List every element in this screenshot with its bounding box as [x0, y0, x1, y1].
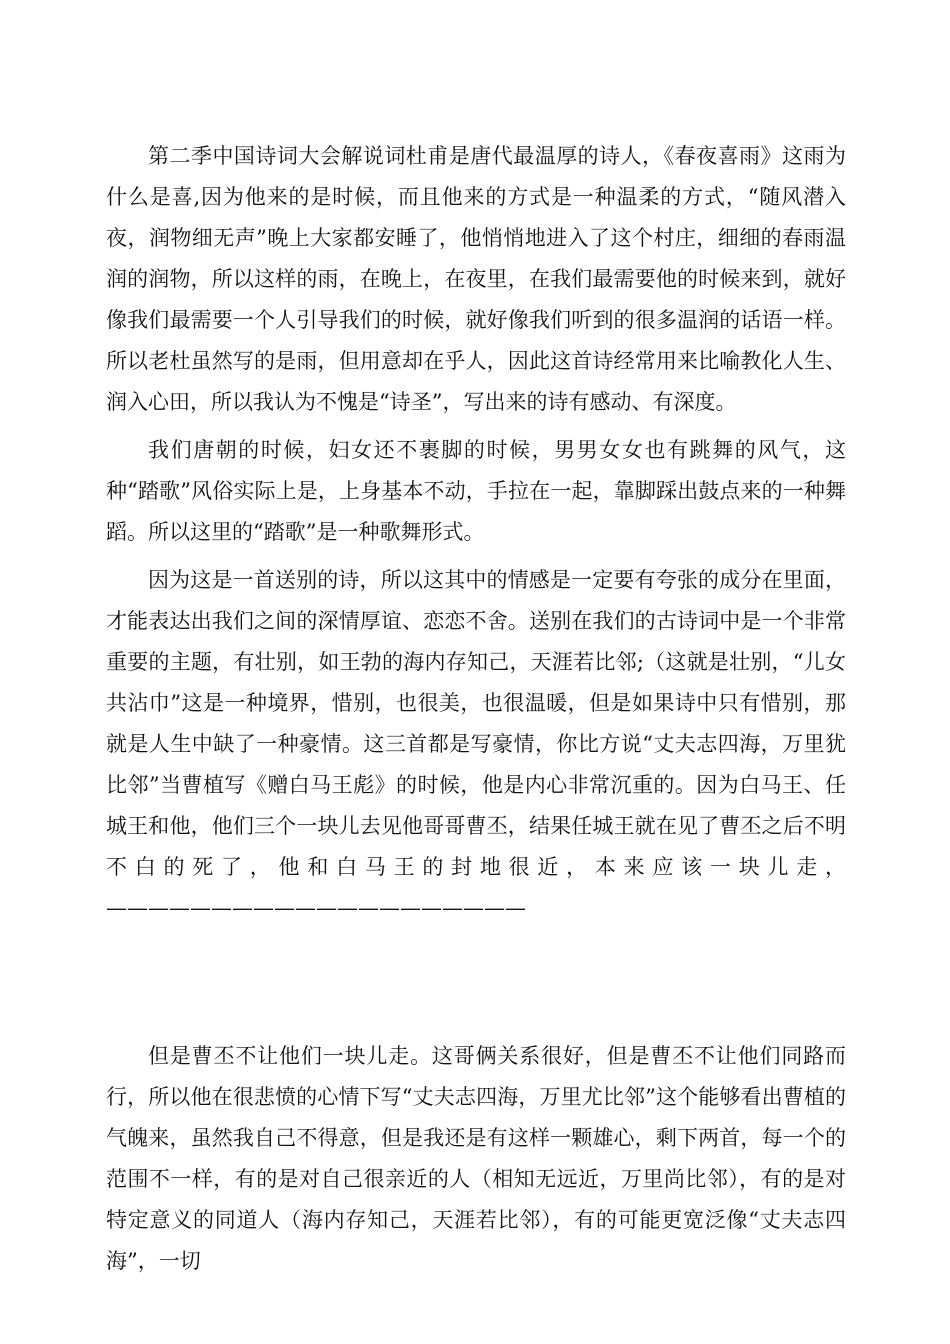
- paragraph-poetry-commentary: 第二季中国诗词大会解说词杜甫是唐代最温厚的诗人，《春夜喜雨》这雨为什么是喜,因为他来的是时候，而且他来的方式是一种温柔的方式，“随风潜入夜，润物细无声”晚上大家都安睡了，他悄悄地进入了这个村庄，细细的春雨温润的润物，所以这样的雨，在晚上，在夜里，在我们最需要他的时候来到，就好像我们最需要一个人引导我们的时候，就好像我们听到的很多温润的话语一样。所以老杜虽然写的是雨，但用意却在乎人，因此这首诗经常用来比喻教化人生、润入心田，所以我认为不愧是“诗圣”，写出来的诗有感动、有深度。: [106, 144, 846, 414]
- text-section-top: [106, 136, 846, 936]
- paragraph-farewell-poems: 因为这是一首送别的诗，所以这其中的情感是一定要有夸张的成分在里面，才能表达出我们之间的深情厚谊、恋恋不舍。送别在我们的古诗词中是一个非常重要的主题，有壮别，如王勃的海内存知己，天涯若比邻;（这就是壮别，“儿女共沾巾”这是一种境界，惜别，也很美，也很温暖，但是如果诗中只有惜别，那就是人生中缺了一种豪情。这三首都是写豪情，你比方说“丈夫志四海，万里犹比邻”当曹植写《赠白马王彪》的时候，他是内心非常沉重的。因为白马王、任城王和他，他们三个一块儿去见他哥哥曹丕，结果任城王就在见了曹丕之后不明不白的死了，他和白马王的封地很近，本来应该一块儿走，————————————————————: [106, 568, 846, 920]
- paragraph-tage-dance: 我们唐朝的时候，妇女还不裹脚的时候，男男女女也有跳舞的风气，这种“踏歌”风俗实际上是，上身基本不动，手拉在一起，靠脚踩出鼓点来的一种舞蹈。所以这里的“踏歌”是一种歌舞形式。: [106, 438, 846, 544]
- paragraph-cao-zhi: 但是曹丕不让他们一块儿走。这哥俩关系很好，但是曹丕不让他们同路而行，所以他在很悲愤的心情下写“丈夫志四海，万里尤比邻”这个能够看出曹植的气魄来，虽然我自己不得意，但是我还是有这样一颗雄心，剩下两首，每一个的范围不一样，有的是对自己很亲近的人（相知无远近，万里尚比邻），有的是对特定意义的同道人（海内存知己，天涯若比邻），有的可能更宽泛像“丈夫志四海”，一切: [106, 1044, 846, 1273]
- text-section-bottom: [106, 1036, 846, 1289]
